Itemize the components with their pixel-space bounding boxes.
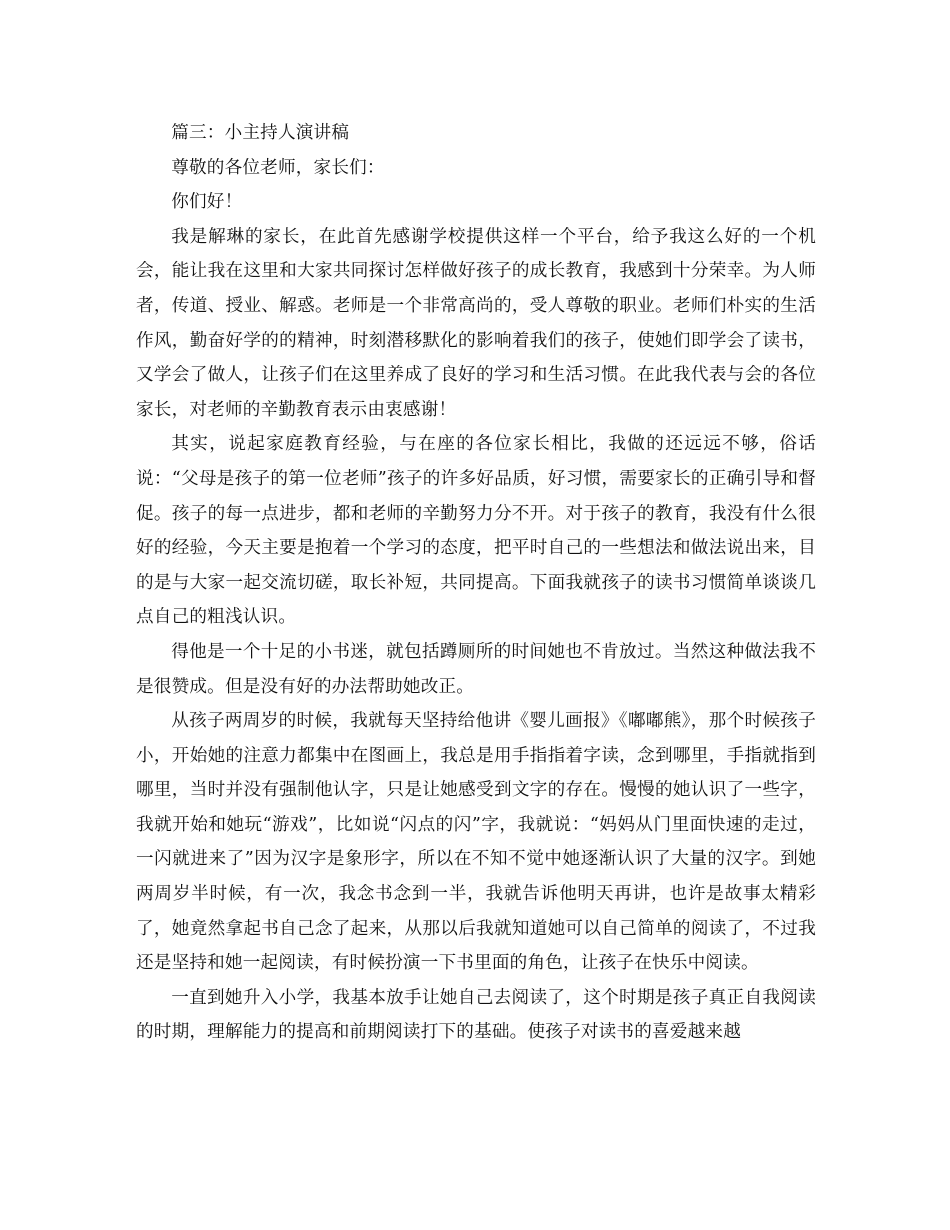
paragraph: 一直到她升入小学，我基本放手让她自己去阅读了，这个时期是孩子真正自我阅读的时期，理解能力的提高和前期阅读打下的基础。使孩子对读书的喜爱越来越 [136,987,816,1043]
paragraph: 其实，说起家庭教育经验，与在座的各位家长相比，我做的还远远不够，俗话说：“父母是孩子的第一位老师”孩子的许多好品质，好习惯，需要家长的正确引导和督促。孩子的每一点进步，都和老师的辛勤努力分不开。对于孩子的教育，我没有什么很好的经验，今天主要是抱着一个学习的态度，把平时自己的一些想法和做法说出来，目的是与大家一起交流切磋，取长补短，共同提高。下面我就孩子的读书习惯简单谈谈几点自己的粗浅认识。 [136,434,816,628]
paragraph: 从孩子两周岁的时候，我就每天坚持给他讲《婴儿画报》《嘟嘟熊》，那个时候孩子小，开始她的注意力都集中在图画上，我总是用手指指着字读，念到哪里，手指就指到哪里，当时并没有强制他认字，只是让她感受到文字的存在。慢慢的她认识了一些字，我就开始和她玩“游戏”，比如说“闪点的闪”字，我就说：“妈妈从门里面快速的走过，一闪就进来了”因为汉字是象形字，所以在不知不觉中她逐渐认识了大量的汉字。到她两周岁半时候，有一次，我念书念到一半，我就告诉他明天再讲，也许是故事太精彩了，她竟然拿起书自己念了起来，从那以后我就知道她可以自己简单的阅读了，不过我还是坚持和她一起阅读，有时候扮演一下书里面的角色，让孩子在快乐中阅读。 [136,711,816,974]
paragraph: 得他是一个十足的小书迷，就包括蹲厕所的时间她也不肯放过。当然这种做法我不是很赞成。但是没有好的办法帮助她改正。 [136,641,816,697]
document-heading: 篇三：小主持人演讲稿 [171,123,350,143]
greeting: 你们好！ [171,192,243,213]
paragraph: 我是解琳的家长，在此首先感谢学校提供这样一个平台，给予我这么好的一个机会，能让我在这里和大家共同探讨怎样做好孩子的成长教育，我感到十分荣幸。为人师者，传道、授业、解惑。老师是一个非常高尚的，受人尊敬的职业。老师们朴实的生活作风，勤奋好学的的精神，时刻潜移默化的影响着我们的孩子，使她们即学会了读书，又学会了做人，让孩子们在这里养成了良好的学习和生活习惯。在此我代表与会的各位家长，对老师的辛勤教育表示由衷感谢！ [136,226,816,420]
document-body [136,116,816,1050]
salutation: 尊敬的各位老师，家长们： [171,157,385,178]
